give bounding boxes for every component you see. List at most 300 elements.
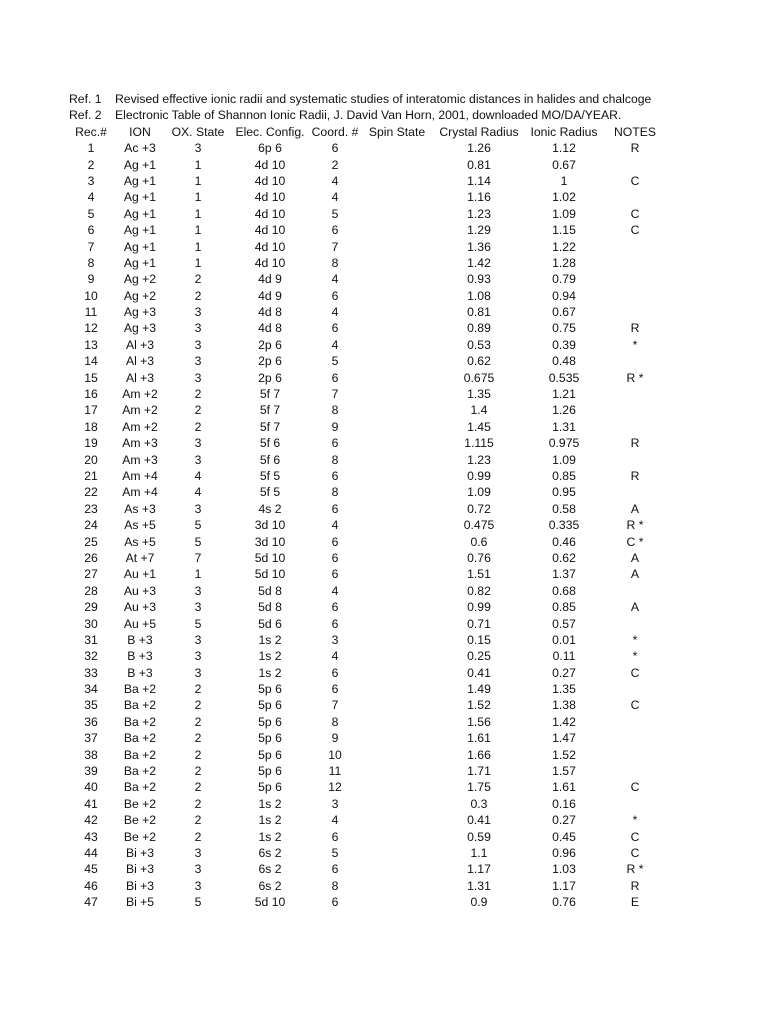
cell-rec-number: 19 — [84, 436, 98, 451]
cell-crystal-radius: 1.1 — [470, 845, 488, 860]
cell-coord-number: 3 — [331, 796, 339, 811]
cell-crystal-radius: 1.45 — [467, 419, 491, 434]
cell-notes: C — [630, 845, 640, 860]
cell-ion: Bi +3 — [125, 845, 155, 860]
cell-notes: A — [630, 501, 640, 516]
cell-coord-number: 8 — [331, 452, 339, 467]
cell-crystal-radius: 1.23 — [467, 206, 491, 221]
cell-crystal-radius: 1.75 — [467, 780, 491, 795]
cell-ion: As +5 — [124, 534, 156, 549]
cell-rec-number: 25 — [84, 534, 98, 549]
table-row — [0, 255, 768, 271]
cell-notes: * — [632, 813, 638, 828]
cell-ox-state: 3 — [194, 665, 202, 680]
cell-rec-number: 44 — [84, 845, 98, 860]
cell-coord-number: 6 — [331, 223, 339, 238]
cell-rec-number: 42 — [84, 813, 98, 828]
cell-crystal-radius: 1.61 — [467, 731, 491, 746]
cell-elec-config: 4d 9 — [258, 288, 282, 303]
cell-elec-config: 4d 10 — [254, 173, 286, 188]
cell-ionic-radius: 0.11 — [552, 649, 576, 664]
cell-ionic-radius: 0.535 — [548, 370, 580, 385]
cell-coord-number: 4 — [331, 813, 339, 828]
cell-ox-state: 3 — [194, 305, 202, 320]
cell-notes: R — [630, 141, 640, 156]
cell-elec-config: 1s 2 — [258, 796, 282, 811]
cell-ox-state: 3 — [194, 436, 202, 451]
cell-crystal-radius: 0.6 — [470, 534, 488, 549]
shannon-radii-sheet — [0, 91, 768, 911]
cell-rec-number: 34 — [84, 682, 98, 697]
cell-ionic-radius: 0.85 — [552, 600, 576, 615]
cell-ox-state: 3 — [194, 501, 202, 516]
cell-notes: R — [630, 468, 640, 483]
cell-rec-number: 41 — [84, 796, 98, 811]
cell-ionic-radius: 1.37 — [552, 567, 576, 582]
cell-ion: Bi +3 — [125, 878, 155, 893]
cell-ion: Ag +3 — [123, 305, 157, 320]
cell-rec-number: 6 — [87, 223, 95, 238]
cell-crystal-radius: 0.71 — [467, 616, 491, 631]
cell-rec-number: 7 — [87, 239, 95, 254]
cell-rec-number: 9 — [87, 272, 95, 287]
cell-coord-number: 4 — [331, 190, 339, 205]
cell-ox-state: 3 — [194, 321, 202, 336]
cell-coord-number: 6 — [331, 616, 339, 631]
cell-elec-config: 1s 2 — [258, 813, 282, 828]
cell-ion: Au +5 — [123, 616, 157, 631]
table-row — [0, 632, 768, 648]
cell-ox-state: 3 — [194, 845, 202, 860]
cell-ox-state: 2 — [194, 288, 202, 303]
table-row — [0, 779, 768, 795]
cell-ox-state: 1 — [194, 157, 202, 172]
cell-elec-config: 4d 10 — [254, 223, 286, 238]
cell-crystal-radius: 1.35 — [467, 387, 491, 402]
cell-coord-number: 4 — [331, 337, 339, 352]
cell-rec-number: 36 — [84, 714, 98, 729]
cell-notes: C * — [626, 534, 644, 549]
cell-ionic-radius: 1.35 — [552, 682, 576, 697]
cell-ion: Ag +1 — [123, 255, 157, 270]
cell-ionic-radius: 0.46 — [552, 534, 576, 549]
cell-crystal-radius: 0.59 — [467, 829, 491, 844]
cell-elec-config: 6p 6 — [258, 141, 282, 156]
cell-ionic-radius: 0.27 — [552, 813, 576, 828]
cell-ionic-radius: 0.67 — [552, 157, 576, 172]
cell-ionic-radius: 1.22 — [552, 239, 576, 254]
table-row — [0, 157, 768, 173]
cell-ion: Be +2 — [123, 813, 157, 828]
cell-rec-number: 23 — [84, 501, 98, 516]
cell-crystal-radius: 1.36 — [467, 239, 491, 254]
cell-crystal-radius: 0.72 — [467, 501, 491, 516]
cell-crystal-radius: 0.81 — [467, 305, 491, 320]
cell-rec-number: 17 — [84, 403, 98, 418]
cell-ionic-radius: 0.27 — [552, 665, 576, 680]
cell-ion: B +3 — [127, 632, 153, 647]
cell-ionic-radius: 1.02 — [552, 190, 576, 205]
table-row — [0, 648, 768, 664]
cell-ox-state: 5 — [194, 518, 202, 533]
cell-ion: Am +2 — [122, 403, 158, 418]
cell-elec-config: 1s 2 — [258, 632, 282, 647]
cell-crystal-radius: 1.26 — [467, 141, 491, 156]
cell-ionic-radius: 0.975 — [548, 436, 580, 451]
table-row — [0, 353, 768, 369]
cell-crystal-radius: 1.66 — [467, 747, 491, 762]
cell-elec-config: 2p 6 — [258, 354, 282, 369]
cell-rec-number: 38 — [84, 747, 98, 762]
cell-ox-state: 5 — [194, 534, 202, 549]
cell-coord-number: 5 — [331, 354, 339, 369]
cell-coord-number: 8 — [331, 878, 339, 893]
cell-coord-number: 8 — [331, 714, 339, 729]
cell-coord-number: 3 — [331, 632, 339, 647]
cell-rec-number: 11 — [84, 305, 98, 320]
cell-coord-number: 6 — [331, 534, 339, 549]
cell-ionic-radius: 1.15 — [552, 223, 576, 238]
cell-ox-state: 1 — [194, 173, 202, 188]
cell-coord-number: 10 — [328, 747, 342, 762]
table-row — [0, 304, 768, 320]
cell-crystal-radius: 0.25 — [467, 649, 491, 664]
cell-rec-number: 39 — [84, 764, 98, 779]
cell-notes: * — [632, 337, 638, 352]
cell-crystal-radius: 0.41 — [467, 813, 491, 828]
cell-coord-number: 6 — [331, 895, 339, 910]
cell-ionic-radius: 0.75 — [552, 321, 576, 336]
cell-coord-number: 11 — [328, 764, 342, 779]
cell-coord-number: 4 — [331, 272, 339, 287]
cell-ion: Ba +2 — [123, 698, 157, 713]
cell-rec-number: 33 — [84, 665, 98, 680]
cell-ox-state: 2 — [194, 698, 202, 713]
table-row — [0, 370, 768, 386]
cell-ox-state: 7 — [194, 550, 202, 565]
reference-1-text: Revised effective ionic radii and systematic studies of interatomic distances in halides and chalcoge — [115, 92, 652, 106]
cell-rec-number: 24 — [84, 518, 98, 533]
cell-coord-number: 6 — [331, 501, 339, 516]
cell-rec-number: 18 — [84, 419, 98, 434]
cell-coord-number: 6 — [331, 288, 339, 303]
cell-crystal-radius: 1.09 — [467, 485, 491, 500]
cell-rec-number: 46 — [84, 878, 98, 893]
cell-coord-number: 6 — [331, 468, 339, 483]
table-row — [0, 435, 768, 451]
cell-ox-state: 2 — [194, 403, 202, 418]
cell-notes: R — [630, 321, 640, 336]
cell-ionic-radius: 0.16 — [552, 796, 576, 811]
cell-ox-state: 1 — [194, 206, 202, 221]
cell-ox-state: 3 — [194, 600, 202, 615]
cell-ion: Am +4 — [122, 485, 158, 500]
cell-rec-number: 28 — [84, 583, 98, 598]
cell-ion: Bi +3 — [125, 862, 155, 877]
header-elec-config: Elec. Config. — [235, 124, 305, 139]
cell-ox-state: 5 — [194, 616, 202, 631]
cell-elec-config: 6s 2 — [258, 878, 282, 893]
cell-coord-number: 12 — [328, 780, 342, 795]
cell-rec-number: 10 — [84, 288, 98, 303]
cell-ion: Ag +2 — [123, 272, 157, 287]
table-row — [0, 402, 768, 418]
cell-crystal-radius: 1.52 — [467, 698, 491, 713]
cell-crystal-radius: 1.31 — [467, 878, 491, 893]
cell-ion: Ag +1 — [123, 173, 157, 188]
cell-ox-state: 3 — [194, 632, 202, 647]
reference-2 — [0, 107, 768, 123]
table-row — [0, 730, 768, 746]
cell-notes: C — [630, 665, 640, 680]
cell-ion: Am +3 — [122, 452, 158, 467]
cell-crystal-radius: 1.56 — [467, 714, 491, 729]
cell-elec-config: 2p 6 — [258, 337, 282, 352]
cell-coord-number: 6 — [331, 862, 339, 877]
cell-elec-config: 5d 6 — [258, 616, 282, 631]
cell-crystal-radius: 1.42 — [467, 255, 491, 270]
cell-elec-config: 4d 10 — [254, 255, 286, 270]
table-row — [0, 468, 768, 484]
cell-ox-state: 2 — [194, 829, 202, 844]
cell-coord-number: 4 — [331, 583, 339, 598]
cell-coord-number: 6 — [331, 665, 339, 680]
cell-coord-number: 9 — [331, 419, 339, 434]
cell-ox-state: 2 — [194, 731, 202, 746]
cell-ox-state: 3 — [194, 354, 202, 369]
cell-crystal-radius: 0.475 — [463, 518, 495, 533]
table-row — [0, 697, 768, 713]
table-row — [0, 566, 768, 582]
cell-crystal-radius: 1.08 — [467, 288, 491, 303]
cell-coord-number: 8 — [331, 403, 339, 418]
cell-ionic-radius: 0.85 — [552, 468, 576, 483]
cell-crystal-radius: 0.15 — [467, 632, 491, 647]
table-row — [0, 288, 768, 304]
cell-ox-state: 4 — [194, 485, 202, 500]
cell-elec-config: 5p 6 — [258, 764, 282, 779]
cell-elec-config: 1s 2 — [258, 649, 282, 664]
cell-coord-number: 4 — [331, 305, 339, 320]
cell-rec-number: 37 — [84, 731, 98, 746]
cell-ionic-radius: 1.57 — [552, 764, 576, 779]
table-row — [0, 501, 768, 517]
cell-ionic-radius: 1.21 — [552, 387, 576, 402]
cell-coord-number: 7 — [331, 239, 339, 254]
cell-coord-number: 6 — [331, 567, 339, 582]
cell-rec-number: 27 — [84, 567, 98, 582]
cell-elec-config: 5d 10 — [254, 567, 286, 582]
cell-elec-config: 4d 10 — [254, 206, 286, 221]
header-rec-number: Rec.# — [75, 124, 107, 139]
cell-rec-number: 26 — [84, 550, 98, 565]
cell-elec-config: 5d 8 — [258, 583, 282, 598]
cell-ionic-radius: 1.52 — [552, 747, 576, 762]
cell-crystal-radius: 1.115 — [464, 436, 494, 451]
cell-notes: C — [630, 829, 640, 844]
header-spin-state: Spin State — [368, 124, 426, 139]
cell-ionic-radius: 0.335 — [548, 518, 580, 533]
cell-coord-number: 9 — [331, 731, 339, 746]
cell-crystal-radius: 0.675 — [463, 370, 495, 385]
cell-crystal-radius: 0.82 — [467, 583, 491, 598]
cell-ionic-radius: 0.01 — [552, 632, 576, 647]
cell-ionic-radius: 1.26 — [552, 403, 576, 418]
table-row — [0, 878, 768, 894]
cell-ionic-radius: 0.76 — [552, 895, 576, 910]
table-row — [0, 845, 768, 861]
table-row — [0, 452, 768, 468]
cell-coord-number: 7 — [331, 698, 339, 713]
cell-elec-config: 4d 8 — [258, 305, 282, 320]
cell-notes: C — [630, 173, 640, 188]
cell-rec-number: 35 — [84, 698, 98, 713]
cell-ionic-radius: 1.09 — [552, 206, 576, 221]
cell-ox-state: 2 — [194, 813, 202, 828]
cell-ionic-radius: 0.62 — [552, 550, 576, 565]
cell-notes: R — [630, 878, 640, 893]
cell-elec-config: 5f 5 — [259, 468, 281, 483]
cell-ox-state: 3 — [194, 649, 202, 664]
cell-ion: Ag +1 — [123, 239, 157, 254]
cell-ion: Au +3 — [123, 583, 157, 598]
cell-crystal-radius: 1.14 — [467, 173, 491, 188]
cell-rec-number: 2 — [87, 157, 95, 172]
cell-ox-state: 2 — [194, 387, 202, 402]
cell-crystal-radius: 0.53 — [467, 337, 491, 352]
cell-ionic-radius: 0.79 — [552, 272, 576, 287]
table-row — [0, 714, 768, 730]
table-row — [0, 320, 768, 336]
cell-crystal-radius: 1.17 — [467, 862, 491, 877]
cell-rec-number: 21 — [84, 468, 98, 483]
cell-ionic-radius: 1 — [560, 173, 568, 188]
cell-crystal-radius: 0.89 — [467, 321, 491, 336]
cell-elec-config: 4d 9 — [258, 272, 282, 287]
table-row — [0, 189, 768, 205]
table-row — [0, 206, 768, 222]
cell-crystal-radius: 0.93 — [467, 272, 491, 287]
cell-crystal-radius: 0.3 — [470, 796, 488, 811]
cell-rec-number: 13 — [84, 337, 98, 352]
cell-ion: Am +2 — [122, 419, 158, 434]
table-header-row — [0, 124, 768, 140]
cell-elec-config: 1s 2 — [258, 829, 282, 844]
cell-crystal-radius: 0.62 — [467, 354, 491, 369]
cell-coord-number: 8 — [331, 255, 339, 270]
cell-crystal-radius: 0.99 — [467, 600, 491, 615]
cell-ox-state: 2 — [194, 419, 202, 434]
cell-ionic-radius: 0.96 — [552, 845, 576, 860]
table-row — [0, 616, 768, 632]
cell-elec-config: 6s 2 — [258, 862, 282, 877]
table-row — [0, 534, 768, 550]
table-row — [0, 812, 768, 828]
cell-ionic-radius: 0.94 — [552, 288, 576, 303]
table-row — [0, 599, 768, 615]
table-row — [0, 796, 768, 812]
cell-elec-config: 5f 7 — [259, 419, 281, 434]
cell-ox-state: 3 — [194, 452, 202, 467]
cell-ox-state: 2 — [194, 747, 202, 762]
cell-crystal-radius: 1.29 — [467, 223, 491, 238]
cell-ion: As +3 — [124, 501, 156, 516]
cell-elec-config: 5p 6 — [258, 698, 282, 713]
cell-ionic-radius: 0.45 — [552, 829, 576, 844]
cell-rec-number: 31 — [84, 632, 98, 647]
cell-elec-config: 4d 10 — [254, 239, 286, 254]
cell-ionic-radius: 0.68 — [552, 583, 576, 598]
cell-ion: As +5 — [124, 518, 156, 533]
cell-ionic-radius: 1.61 — [552, 780, 576, 795]
cell-coord-number: 7 — [331, 387, 339, 402]
cell-rec-number: 29 — [84, 600, 98, 615]
reference-2-label: Ref. 2 — [69, 108, 102, 123]
cell-ox-state: 3 — [194, 141, 202, 156]
reference-2-text: Electronic Table of Shannon Ionic Radii, J. David Van Horn, 2001, downloaded MO/DA/YEAR. — [115, 108, 622, 123]
cell-ox-state: 1 — [194, 567, 202, 582]
cell-rec-number: 16 — [84, 387, 98, 402]
table-row — [0, 239, 768, 255]
cell-notes: R — [630, 436, 640, 451]
cell-notes: R * — [626, 370, 644, 385]
cell-elec-config: 4s 2 — [258, 501, 282, 516]
table-row — [0, 337, 768, 353]
cell-ionic-radius: 1.17 — [552, 878, 576, 893]
cell-coord-number: 6 — [331, 141, 339, 156]
header-coord-number: Coord. # — [311, 124, 359, 139]
cell-coord-number: 5 — [331, 845, 339, 860]
table-row — [0, 894, 768, 910]
cell-elec-config: 5d 10 — [254, 895, 286, 910]
cell-crystal-radius: 1.4 — [470, 403, 488, 418]
cell-ionic-radius: 0.39 — [552, 337, 576, 352]
cell-elec-config: 3d 10 — [254, 518, 286, 533]
cell-elec-config: 3d 10 — [254, 534, 286, 549]
cell-rec-number: 1 — [87, 141, 95, 156]
cell-notes: A — [630, 600, 640, 615]
cell-ionic-radius: 0.95 — [552, 485, 576, 500]
header-ionic-radius: Ionic Radius — [530, 124, 598, 139]
table-row — [0, 861, 768, 877]
cell-ion: Al +3 — [125, 370, 155, 385]
cell-ionic-radius: 0.48 — [552, 354, 576, 369]
header-crystal-radius: Crystal Radius — [439, 124, 519, 139]
cell-elec-config: 5f 6 — [259, 452, 281, 467]
cell-ox-state: 3 — [194, 583, 202, 598]
cell-ox-state: 2 — [194, 780, 202, 795]
cell-elec-config: 5f 6 — [259, 436, 281, 451]
cell-rec-number: 45 — [84, 862, 98, 877]
cell-ion: Ag +3 — [123, 321, 157, 336]
cell-elec-config: 5p 6 — [258, 682, 282, 697]
cell-elec-config: 5p 6 — [258, 731, 282, 746]
cell-ox-state: 1 — [194, 223, 202, 238]
cell-notes: E — [630, 895, 640, 910]
cell-ion: Ba +2 — [123, 682, 157, 697]
cell-crystal-radius: 0.76 — [467, 550, 491, 565]
cell-coord-number: 6 — [331, 436, 339, 451]
cell-ox-state: 1 — [194, 255, 202, 270]
cell-notes: * — [632, 649, 638, 664]
table-row — [0, 419, 768, 435]
cell-elec-config: 2p 6 — [258, 370, 282, 385]
cell-ox-state: 2 — [194, 714, 202, 729]
cell-ion: Ba +2 — [123, 731, 157, 746]
cell-crystal-radius: 0.81 — [467, 157, 491, 172]
cell-ox-state: 3 — [194, 878, 202, 893]
cell-rec-number: 4 — [87, 190, 95, 205]
